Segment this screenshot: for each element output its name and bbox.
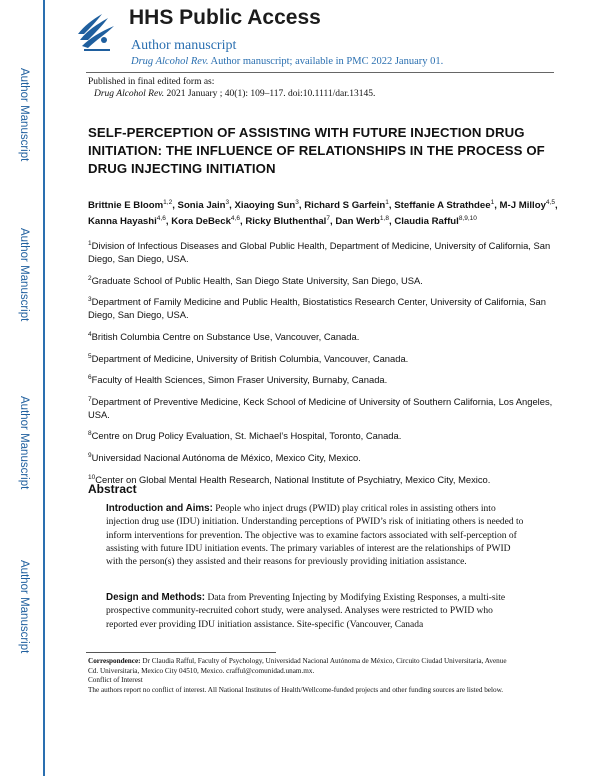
author-affiliation-sup: 1,2 [163,199,173,206]
intro-text: People who inject drugs (PWID) play critical roles in assisting others into injection drug use (IDU) initiation. Understanding perceptions of PWID’s risk of initiating others is needed to inform interventions for prevention. The objective was to examine factors associated with self-perception of assisting with future IDU initiation events. The primary variables of interest are the relationships of PWID with the person(s) they assisted and their reasons for previously providing initiation assistance. [106,504,524,568]
affiliation-list [88,237,560,492]
affiliation-item [88,427,560,442]
author-name: Sonia Jain [177,200,226,212]
author-name: Steffanie A Strathdee [394,200,491,212]
affiliation-text: Faculty of Health Sciences, Simon Fraser University, Burnaby, Canada. [91,374,388,386]
abstract-design [106,591,526,632]
design-label: Design and Methods: [106,592,206,603]
author-affiliation-sup: 8,9,10 [458,215,477,223]
author-affiliation-sup: 4,6 [156,215,166,223]
author-affiliation-sup: 1 [490,199,495,206]
affiliation-text: Centre on Drug Policy Evaluation, St. Michael’s Hospital, Toronto, Canada. [91,430,402,442]
author-affiliation-sup: 3 [295,199,299,206]
side-label-2: Author Manuscript [18,228,30,322]
intro-label: Introduction and Aims: [106,503,213,514]
affiliation-number: 3 [88,296,92,304]
affiliation-number: 2 [88,274,92,282]
author-affiliation-sup: 7 [326,215,330,223]
journal-name: Drug Alcohol Rev. [131,56,209,67]
affiliation-item [88,328,560,343]
side-label-3: Author Manuscript [18,396,30,490]
header-rule [86,72,554,73]
affiliation-item [88,371,560,386]
abstract-intro [106,502,526,569]
abstract-heading: Abstract [88,482,137,496]
correspondence-text: Dr Claudia Rafful, Faculty of Psychology, Universidad Nacional Autónoma de México, Circuito Ciudad Universitaria, Avenue Cd. Universitaria, Mexico City 04510, Mexico. crafful@comunidad.unam.mx. [88,657,507,675]
author-name: M-J Milloy [499,200,546,212]
affiliation-item [88,237,560,265]
availability-text: Author manuscript; available in PMC 2022 January 01. [208,56,444,67]
author-manuscript-label: Author manuscript [131,38,237,53]
side-label-1: Author Manuscript [18,68,30,162]
affiliation-number: 1 [88,240,92,247]
author-name: Brittnie E Bloom [88,200,164,212]
author-name: Dan Werb [335,216,380,228]
affiliation-text: Department of Preventive Medicine, Keck School of Medicine of University of Southern California, Los Angeles, USA. [88,395,553,420]
affiliation-item [88,393,560,421]
footnotes [88,657,518,695]
hhs-eagle-logo-icon [74,10,118,54]
published-in: Published in final edited form as: [88,77,215,87]
affiliation-text: Universidad Nacional Autónoma de México, Mexico City, Mexico. [91,452,361,464]
author-affiliation-sup: 1,8 [379,215,389,223]
hhs-title: HHS Public Access [129,6,321,29]
affiliation-number: 4 [88,330,92,338]
header [74,8,574,70]
affiliation-text: Division of Infectious Diseases and Global Public Health, Department of Medicine, University of California, San Diego, San Diego, USA. [88,240,551,265]
affiliation-number: 5 [88,352,92,360]
conflict-text: The authors report no conflict of interest. All National Institutes of Health/Wellcome-funded projects and other funding sources are listed below. [88,685,504,694]
affiliation-item [88,293,560,321]
affiliation-item [88,449,560,464]
affiliation-number: 7 [88,395,92,403]
affiliation-item [88,272,560,287]
author-affiliation-sup: 3 [225,199,230,206]
author-affiliation-sup: 4,6 [230,215,240,223]
correspondence-label: Correspondence: [88,657,141,665]
author-name: Ricky Bluthenthal [245,216,327,228]
affiliation-item [88,471,560,486]
footnote-rule [86,652,276,653]
citation-journal: Drug Alcohol Rev. [94,89,165,99]
affiliation-text: Department of Family Medicine and Public Health, Biostatistics Research Center, University of California, San Diego, San Diego, USA. [88,296,546,321]
affiliation-text: British Columbia Centre on Substance Use, Vancouver, Canada. [91,331,360,342]
affiliation-item [88,350,560,365]
author-name: Richard S Garfein [304,200,386,212]
sidebar [0,0,44,776]
affiliation-number: 9 [88,452,92,459]
sidebar-divider [43,0,45,776]
citation-details: 2021 January ; 40(1): 109–117. doi:10.1111/dar.13145. [164,89,376,99]
author-name: Claudia Rafful [394,216,459,228]
affiliation-text: Graduate School of Public Health, San Diego State University, San Diego, USA. [91,274,423,286]
article-title: SELF-PERCEPTION OF ASSISTING WITH FUTURE INJECTION DRUG INITIATION: THE INFLUENCE OF RELATIONSHIPS IN THE PROCESS OF DRUG INJECTING INITIATION [88,125,545,176]
affiliation-number: 8 [88,430,92,438]
correspondence [88,657,518,676]
citation [94,89,375,99]
author-affiliation-sup: 4,5 [545,199,555,206]
design-text: Data from Preventing Injecting by Modifying Existing Responses, a multi-site prospective community-recruited cohort study, were analysed. Analyses were restricted to PWID who reported ever providing IDU initiation assistance. Site-specific (Vancouver, Canada [106,593,506,630]
affiliation-number: 6 [88,374,92,382]
affiliation-text: Department of Medicine, University of British Columbia, Vancouver, Canada. [91,352,409,364]
author-name: Kora DeBeck [171,216,231,228]
author-affiliation-sup: 1 [385,199,389,206]
affiliation-number: 10 [88,473,96,481]
author-list: Brittnie E Bloom$^{1,2}$, Sonia Jain$^3$, Xiaoying Sun$^3$, Richard S Garfein$^1$, Steffanie A Strathdee$^1$, M-J Milloy$^{4,5}$, Kanna Hayashi$^{4,6}$, Kora DeBeck$^{4,6}$, Ricky Bluthenthal$^7$, Dan Werb$^{1,8}$, Claudia Rafful$^{8,9,10}$ [88,199,558,228]
author-name: Kanna Hayashi [88,216,157,228]
side-label-4: Author Manuscript [18,560,30,654]
conflict-heading: Conflict of Interest [88,676,143,685]
affiliation-text: Center on Global Mental Health Research, National Institute of Psychiatry, Mexico City, Mexico. [95,473,491,485]
author-name: Xiaoying Sun [234,200,296,212]
availability-line [131,56,443,67]
